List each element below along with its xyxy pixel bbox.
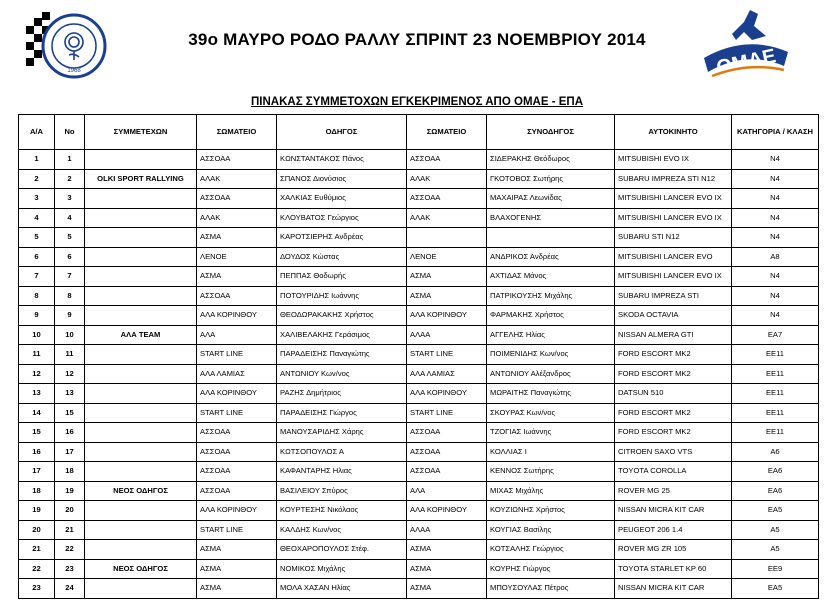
cell-col-car: NISSAN MICRA KIT CAR [615,579,732,599]
cell-col-aa: 22 [19,559,55,579]
cell-col-class: N4 [732,228,819,248]
cell-col-aa: 1 [19,150,55,170]
table-row [19,442,819,462]
cell-col-car: SKODA OCTAVIA [615,306,732,326]
cell-col-car: SUBARU IMPREZA STI [615,286,732,306]
cell-col-aa: 8 [19,286,55,306]
cell-col-car: MITSUBISHI LANCER EVO IX [615,189,732,209]
cell-col-aa: 9 [19,306,55,326]
table-header-row [19,115,819,150]
cell-col-entrant: OLKI SPORT RALLYING [85,169,197,189]
cell-col-aa: 12 [19,364,55,384]
cell-col-entrant [85,228,197,248]
cell-col-class: N4 [732,189,819,209]
cell-col-no: 4 [55,208,85,228]
cell-col-codriver: ΑΧΤΙΔΑΣ Μάνος [487,267,615,287]
table-row [19,247,819,267]
cell-col-codriver: ΚΕΝΝΟΣ Σωτήρης [487,462,615,482]
cell-col-driver-club: ΑΛΑΚ [197,169,277,189]
cell-col-car: TOYOTA STARLET KP 60 [615,559,732,579]
cell-col-codriver: ΚΟΥΡΗΣ Γιώργος [487,559,615,579]
entries-table [18,114,819,599]
cell-col-codriver: ΚΟΥΖΙΩΝΗΣ Χρήστος [487,501,615,521]
cell-col-entrant [85,364,197,384]
cell-col-codriver-club: ΑΛΑΚ [407,208,487,228]
cell-col-car: SUBARU STI N12 [615,228,732,248]
cell-col-no: 24 [55,579,85,599]
cell-col-no: 5 [55,228,85,248]
cell-col-codriver-club: ΑΛΑΑ [407,325,487,345]
cell-col-class: N4 [732,306,819,326]
cell-col-driver-club: ΑΣΣΟΑΑ [197,462,277,482]
cell-col-codriver-club: ΑΣΣΟΑΑ [407,423,487,443]
cell-col-entrant: ΝΕΟΣ ΟΔΗΓΟΣ [85,481,197,501]
cell-col-driver: ΠΑΡΑΔΕΙΣΗΣ Παναγιώτης [277,345,407,365]
header-col-entrant: ΣΥΜΜΕΤΕΧΩΝ [85,115,197,150]
cell-col-codriver-club: ΛΕΝΟΕ [407,247,487,267]
cell-col-codriver-club: ΑΛΑ ΚΟΡΙΝΘΟΥ [407,384,487,404]
cell-col-no: 20 [55,501,85,521]
cell-col-driver: ΜΟΛΑ ΧΑΣΑΝ Ηλίας [277,579,407,599]
cell-col-no: 22 [55,540,85,560]
cell-col-aa: 10 [19,325,55,345]
cell-col-entrant [85,306,197,326]
cell-col-class: N4 [732,150,819,170]
cell-col-car: DATSUN 510 [615,384,732,404]
cell-col-driver: ΜΑΝΟΥΣΑΡΙΔΗΣ Χάρης [277,423,407,443]
cell-col-driver-club: ΑΣΜΑ [197,579,277,599]
header-col-driver: ΟΔΗΓΟΣ [277,115,407,150]
cell-col-driver-club: ΑΣΣΟΑΑ [197,423,277,443]
cell-col-aa: 11 [19,345,55,365]
cell-col-no: 3 [55,189,85,209]
cell-col-entrant [85,403,197,423]
cell-col-entrant [85,267,197,287]
cell-col-driver: ΚΟΥΡΤΕΣΗΣ Νικόλαος [277,501,407,521]
cell-col-no: 11 [55,345,85,365]
header-col-codriver: ΣΥΝΟΔΗΓΟΣ [487,115,615,150]
cell-col-codriver: ΑΝΤΩΝΙΟΥ Αλέξανδρος [487,364,615,384]
cell-col-car: MITSUBISHI LANCER EVO IX [615,208,732,228]
cell-col-codriver: ΦΑΡΜΑΚΗΣ Χρήστος [487,306,615,326]
table-row [19,228,819,248]
table-row [19,462,819,482]
cell-col-car: ROVER MG 25 [615,481,732,501]
table-row [19,403,819,423]
cell-col-codriver-club: ΑΛΑ ΚΟΡΙΝΘΟΥ [407,501,487,521]
cell-col-class: EA7 [732,325,819,345]
table-row [19,306,819,326]
cell-col-codriver-club: ΑΣΣΟΑΑ [407,462,487,482]
cell-col-no: 15 [55,403,85,423]
cell-col-no: 21 [55,520,85,540]
cell-col-class: N4 [732,169,819,189]
cell-col-driver: ΚΛΟΥΒΑΤΟΣ Γεώργιος [277,208,407,228]
cell-col-no: 16 [55,423,85,443]
cell-col-codriver-club: ΑΛΑΚ [407,169,487,189]
cell-col-entrant [85,579,197,599]
omae-wordmark: ΟΜΑΕ [714,45,778,80]
cell-col-codriver [487,228,615,248]
header-col-driver-club: ΣΩΜΑΤΕΙΟ [197,115,277,150]
cell-col-codriver: ΣΙΔΕΡΑΚΗΣ Θεόδωρος [487,150,615,170]
cell-col-entrant [85,442,197,462]
cell-col-class: EA6 [732,462,819,482]
table-row [19,520,819,540]
cell-col-driver: ΠΑΡΑΔΕΙΣΗΣ Γιώργος [277,403,407,423]
cell-col-driver: ΔΟΥΔΟΣ Κώστας [277,247,407,267]
cell-col-entrant [85,540,197,560]
cell-col-entrant [85,345,197,365]
cell-col-driver: ΧΑΛΚΙΑΣ Ευθύμιος [277,189,407,209]
cell-col-codriver: ΚΟΛΛΙΑΣ Ι [487,442,615,462]
header-col-no: Νο [55,115,85,150]
cell-col-entrant [85,189,197,209]
cell-col-driver-club: ΑΛΑ ΛΑΜΙΑΣ [197,364,277,384]
cell-col-codriver-club: ΑΣΜΑ [407,559,487,579]
cell-col-driver-club: ΑΣΜΑ [197,559,277,579]
cell-col-car: MITSUBISHI EVO IX [615,150,732,170]
cell-col-class: A5 [732,520,819,540]
cell-col-driver-club: ΑΣΣΟΑΑ [197,481,277,501]
table-row [19,501,819,521]
cell-col-aa: 3 [19,189,55,209]
cell-col-driver: ΝΟΜΙΚΟΣ Μιχάλης [277,559,407,579]
cell-col-driver-club: ΑΣΣΟΑΑ [197,189,277,209]
cell-col-entrant [85,384,197,404]
table-row [19,169,819,189]
cell-col-codriver: ΓΚΟΤΟΒΟΣ Σωτήρης [487,169,615,189]
cell-col-aa: 17 [19,462,55,482]
cell-col-codriver: ΠΑΤΡΙΚΟΥΣΗΣ Μιχάλης [487,286,615,306]
cell-col-aa: 7 [19,267,55,287]
table-row [19,345,819,365]
table-row [19,579,819,599]
table-row [19,286,819,306]
cell-col-codriver: ΜΙΧΑΣ Μιχάλης [487,481,615,501]
cell-col-aa: 16 [19,442,55,462]
cell-col-no: 8 [55,286,85,306]
cell-col-driver: ΚΑΡΟΤΣΙΕΡΗΣ Ανδρέας [277,228,407,248]
cell-col-codriver-club: ΑΣΜΑ [407,540,487,560]
cell-col-driver-club: ΑΣΜΑ [197,228,277,248]
cell-col-codriver: ΤΖΟΓΙΑΣ Ιωάννης [487,423,615,443]
cell-col-codriver: ΒΛΑΧΟΓΕΝΗΣ [487,208,615,228]
cell-col-entrant [85,423,197,443]
cell-col-class: EE11 [732,403,819,423]
cell-col-class: EE11 [732,384,819,404]
cell-col-driver-club: START LINE [197,403,277,423]
cell-col-no: 13 [55,384,85,404]
cell-col-driver-club: ΑΣΣΟΑΑ [197,442,277,462]
page-subtitle: ΠΙΝΑΚΑΣ ΣΥΜΜΕΤΟΧΩΝ ΕΓΚΕΚΡΙΜΕΝΟΣ ΑΠΟ ΟΜΑΕ - ΕΠΑ [250,96,584,108]
table-body [19,150,819,599]
page-title: 39ο ΜΑΥΡΟ ΡΟΔΟ ΡΑΛΛΥ ΣΠΡΙΝΤ 23 ΝΟΕΜΒΡΙΟΥ 2014 [188,30,646,49]
cell-col-no: 23 [55,559,85,579]
cell-col-driver-club: ΑΛΑ ΚΟΡΙΝΘΟΥ [197,306,277,326]
header-col-car: ΑΥΤΟΚΙΝΗΤΟ [615,115,732,150]
cell-col-codriver-club: ΑΣΣΟΑΑ [407,189,487,209]
cell-col-class: EA5 [732,579,819,599]
cell-col-car: NISSAN MICRA KIT CAR [615,501,732,521]
cell-col-class: A6 [732,442,819,462]
cell-col-driver: ΑΝΤΩΝΙΟΥ Κων/νος [277,364,407,384]
cell-col-car: FORD ESCORT MK2 [615,364,732,384]
cell-col-entrant [85,501,197,521]
header-col-aa: Α/Α [19,115,55,150]
cell-col-aa: 4 [19,208,55,228]
cell-col-car: FORD ESCORT MK2 [615,403,732,423]
cell-col-codriver: ΣΚΟΥΡΑΣ Κων/νος [487,403,615,423]
cell-col-driver: ΡΑΖΗΣ Δημήτριος [277,384,407,404]
cell-col-driver: ΒΑΣΙΛΕΙΟΥ Σπύρος [277,481,407,501]
cell-col-aa: 20 [19,520,55,540]
cell-col-aa: 18 [19,481,55,501]
table-row [19,384,819,404]
cell-col-car: NISSAN ALMERA GTI [615,325,732,345]
cell-col-class: N4 [732,267,819,287]
table-row [19,189,819,209]
cell-col-driver-club: ΑΣΣΟΑΑ [197,150,277,170]
cell-col-class: A5 [732,540,819,560]
cell-col-no: 18 [55,462,85,482]
cell-col-no: 19 [55,481,85,501]
cell-col-driver: ΠΕΠΠΑΣ Θοδωρής [277,267,407,287]
cell-col-entrant: ΑΛΑ TEAM [85,325,197,345]
table-row [19,540,819,560]
cell-col-class: EE11 [732,364,819,384]
cell-col-class: N4 [732,208,819,228]
cell-col-driver-club: START LINE [197,520,277,540]
cell-col-entrant: ΝΕΟΣ ΟΔΗΓΟΣ [85,559,197,579]
cell-col-no: 7 [55,267,85,287]
cell-col-codriver-club: ΑΣΜΑ [407,286,487,306]
cell-col-aa: 21 [19,540,55,560]
cell-col-car: CITROEN SAXO VTS [615,442,732,462]
table-row [19,481,819,501]
cell-col-car: TOYOTA COROLLA [615,462,732,482]
cell-col-entrant [85,208,197,228]
cell-col-driver: ΚΑΦΑΝΤΑΡΗΣ Ηλιας [277,462,407,482]
cell-col-class: EE11 [732,423,819,443]
cell-col-driver-club: ΑΣΜΑ [197,267,277,287]
cell-col-class: EE9 [732,559,819,579]
table-row [19,150,819,170]
cell-col-aa: 14 [19,403,55,423]
cell-col-codriver-club [407,228,487,248]
table-row [19,325,819,345]
cell-col-codriver-club: START LINE [407,403,487,423]
cell-col-car: FORD ESCORT MK2 [615,423,732,443]
cell-col-codriver: ΜΑΧΑΙΡΑΣ Λεωνίδας [487,189,615,209]
cell-col-car: PEUGEOT 206 1.4 [615,520,732,540]
cell-col-codriver: ΚΟΤΣΑΛΗΣ Γεώργιος [487,540,615,560]
cell-col-driver: ΘΕΟΔΩΡΑΚΑΚΗΣ Χρήστος [277,306,407,326]
cell-col-driver: ΚΩΤΣΟΠΟΥΛΟΣ Α [277,442,407,462]
header-col-codriver-club: ΣΩΜΑΤΕΙΟ [407,115,487,150]
cell-col-codriver-club: ΑΣΜΑ [407,579,487,599]
cell-col-no: 2 [55,169,85,189]
cell-col-class: EA6 [732,481,819,501]
cell-col-codriver: ΜΠΟΥΣΟΥΛΑΣ Πέτρος [487,579,615,599]
cell-col-class: N4 [732,286,819,306]
cell-col-aa: 23 [19,579,55,599]
cell-col-aa: 2 [19,169,55,189]
omae-logo [692,6,800,96]
cell-col-driver: ΚΑΛΔΗΣ Κων/νος [277,520,407,540]
cell-col-codriver: ΚΟΥΓΙΑΣ Βασίλης [487,520,615,540]
cell-col-codriver-club: ΑΣΣΟΑΑ [407,442,487,462]
cell-col-no: 9 [55,306,85,326]
cell-col-driver: ΣΠΑΝΟΣ Διονύσιος [277,169,407,189]
cell-col-aa: 19 [19,501,55,521]
cell-col-driver: ΘΕΟΧΑΡΟΠΟΥΛΟΣ Στέφ. [277,540,407,560]
cell-col-aa: 13 [19,384,55,404]
cell-col-codriver-club: START LINE [407,345,487,365]
cell-col-driver-club: ΛΕΝΟΕ [197,247,277,267]
cell-col-aa: 15 [19,423,55,443]
cell-col-codriver-club: ΑΛΑΑ [407,520,487,540]
cell-col-driver-club: ΑΛΑ ΚΟΡΙΝΘΟΥ [197,384,277,404]
cell-col-no: 1 [55,150,85,170]
cell-col-codriver-club: ΑΣΜΑ [407,267,487,287]
cell-col-codriver: ΜΩΡΑΙΤΗΣ Παναγιώτης [487,384,615,404]
cell-col-driver-club: START LINE [197,345,277,365]
cell-col-driver-club: ΑΛΑ ΚΟΡΙΝΘΟΥ [197,501,277,521]
cell-col-codriver-club: ΑΛΑ ΛΑΜΙΑΣ [407,364,487,384]
cell-col-class: EA5 [732,501,819,521]
cell-col-no: 12 [55,364,85,384]
cell-col-aa: 6 [19,247,55,267]
cell-col-car: MITSUBISHI LANCER EVO [615,247,732,267]
cell-col-entrant [85,247,197,267]
cell-col-codriver-club: ΑΛΑ ΚΟΡΙΝΘΟΥ [407,306,487,326]
cell-col-entrant [85,462,197,482]
cell-col-driver: ΠΟΤΟΥΡΙΔΗΣ Ιωάννης [277,286,407,306]
table-row [19,559,819,579]
cell-col-aa: 5 [19,228,55,248]
cell-col-driver-club: ΑΛΑΚ [197,208,277,228]
cell-col-codriver-club: ΑΛΑ [407,481,487,501]
cell-col-codriver: ΑΓΓΕΛΗΣ Ηλίας [487,325,615,345]
table-row [19,267,819,287]
cell-col-driver-club: ΑΛΑ [197,325,277,345]
cell-col-car: FORD ESCORT MK2 [615,345,732,365]
cell-col-entrant [85,286,197,306]
cell-col-driver-club: ΑΣΣΟΑΑ [197,286,277,306]
cell-col-codriver-club: ΑΣΣΟΑΑ [407,150,487,170]
cell-col-car: MITSUBISHI LANCER EVO IX [615,267,732,287]
table-row [19,364,819,384]
cell-col-class: EE11 [732,345,819,365]
cell-col-driver: ΧΑΛΙΒΕΛΑΚΗΣ Γεράσιμος [277,325,407,345]
cell-col-entrant [85,150,197,170]
cell-col-codriver: ΑΝΔΡΙΚΟΣ Ανδρέας [487,247,615,267]
cell-col-no: 10 [55,325,85,345]
cell-col-no: 6 [55,247,85,267]
table-row [19,423,819,443]
table-row [19,208,819,228]
cell-col-class: A8 [732,247,819,267]
cell-col-driver: ΚΩΝΣΤΑΝΤΑΚΟΣ Πάνος [277,150,407,170]
cell-col-driver-club: ΑΣΜΑ [197,540,277,560]
cell-col-car: SUBARU IMPREZA STI N12 [615,169,732,189]
cell-col-car: ROVER MG ZR 105 [615,540,732,560]
header-col-class: ΚΑΤΗΓΟΡΙΑ / ΚΛΑΣΗ [732,115,819,150]
seal-year: 1968 [67,68,81,74]
cell-col-no: 17 [55,442,85,462]
cell-col-codriver: ΠΟΙΜΕΝΙΔΗΣ Κων/νος [487,345,615,365]
cell-col-entrant [85,520,197,540]
